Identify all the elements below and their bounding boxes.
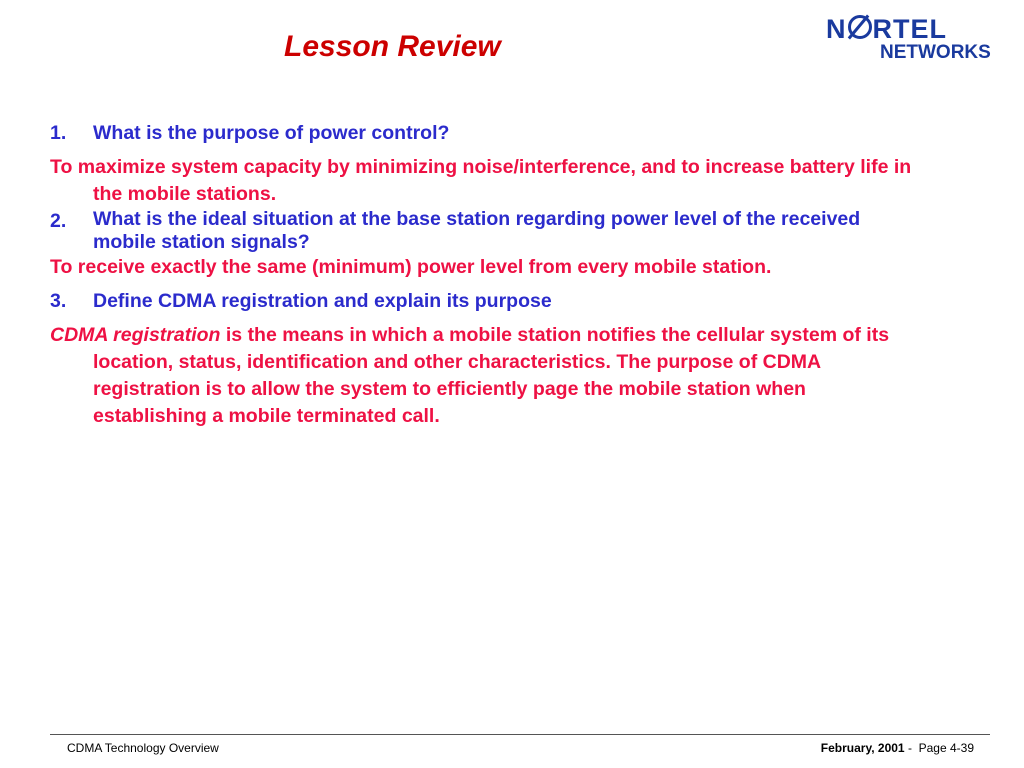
footer-date: February, 2001 bbox=[820, 741, 905, 755]
globe-icon bbox=[848, 15, 872, 39]
question-number: 2. bbox=[50, 210, 67, 232]
logo-wordmark-networks: NETWORKS bbox=[880, 42, 991, 63]
footer-page-number: Page 4-39 bbox=[918, 741, 974, 755]
question-text: What is the ideal situation at the base station regarding power level of the received mobile station signals? bbox=[93, 208, 861, 253]
page-title: Lesson Review bbox=[284, 30, 501, 63]
lesson-review-list bbox=[50, 120, 920, 430]
answer-2: To receive exactly the same (minimum) power level from every mobile station. bbox=[50, 256, 772, 278]
question-number: 3. bbox=[50, 290, 67, 312]
footer-page-info bbox=[821, 741, 974, 755]
question-text: Define CDMA registration and explain its purpose bbox=[93, 290, 552, 312]
footer-separator: - bbox=[904, 741, 919, 755]
answer-1: To maximize system capacity by minimizing noise/interference, and to increase battery life in the mobile stations. bbox=[50, 156, 912, 205]
question-1 bbox=[50, 120, 920, 147]
question-number: 1. bbox=[50, 122, 67, 144]
question-text: What is the purpose of power control? bbox=[93, 122, 450, 144]
answer-text: is the means in which a mobile station notifies the cellular system of its location, status, identification and other characteristics. The purpose of CDMA registration is to allow the system to efficiently page the mobile station when establishing a mobile terminated call. bbox=[93, 324, 890, 427]
question-2 bbox=[50, 208, 920, 254]
answer-term: CDMA registration bbox=[50, 324, 221, 346]
footer-course-title: CDMA Technology Overview bbox=[67, 741, 219, 755]
footer-divider bbox=[50, 734, 990, 735]
logo-wordmark-nortel: N RTEL bbox=[826, 14, 947, 44]
answer-3 bbox=[50, 322, 920, 430]
nortel-networks-logo bbox=[826, 14, 1014, 66]
question-3 bbox=[50, 288, 920, 315]
